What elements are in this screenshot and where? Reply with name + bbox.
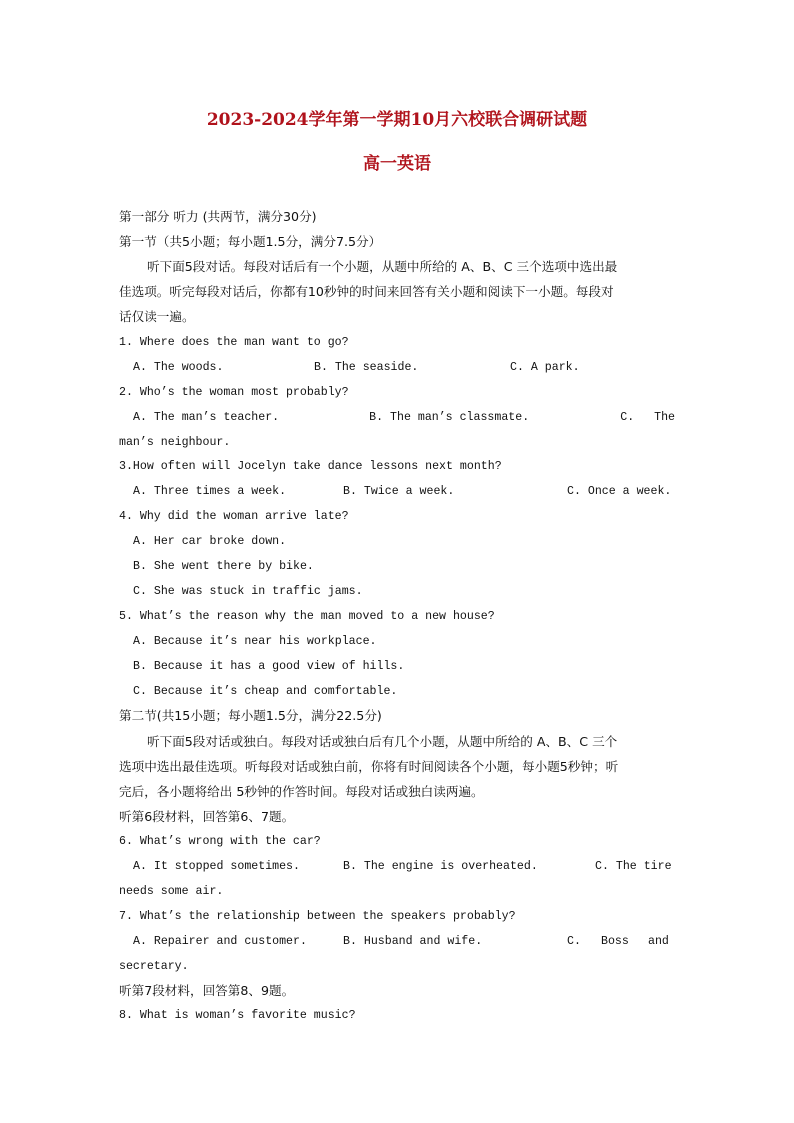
section1-intro-line2: 佳选项。听完每段对话后，你都有10秒钟的时间来回答有关小题和阅读下一小题。每段对 (119, 284, 614, 299)
option-c-label: C. (567, 935, 581, 948)
option-c: C. A park. (510, 361, 580, 374)
section2-intro-line2: 选项中选出最佳选项。听每段对话或独白前，你将有时间阅读各个小题，每小题5秒钟；听 (119, 759, 619, 774)
question-6-stem: 6. What’s wrong with the car? (119, 835, 321, 848)
option-a: A. It stopped sometimes. (133, 860, 300, 873)
option-b: B. The seaside. (314, 361, 419, 374)
question-7-options (133, 934, 675, 950)
section2-intro-line3: 完后，各小题将给出 5秒钟的作答时间。每段对话或独白读两遍。 (119, 784, 484, 799)
option-b: B. The man’s classmate. (369, 411, 530, 424)
section2-intro-line1: 听下面5段对话或独白。每段对话或独白后有几个小题，从题中所给的 A、B、C 三个 (147, 734, 618, 749)
option-c: C. The tire (595, 860, 672, 873)
question-3-stem: 3.How often will Jocelyn take dance lessons next month? (119, 460, 502, 473)
material-6-instruction: 听第6段材料，回答第6、7题。 (119, 809, 295, 824)
exam-subtitle: 高一英语 (363, 154, 431, 174)
question-3-options (133, 484, 675, 500)
question-1-options (133, 360, 675, 376)
question-8-stem: 8. What is woman’s favorite music? (119, 1009, 356, 1022)
section2-heading: 第二节(共15小题；每小题1.5分，满分22.5分) (119, 708, 382, 723)
section1-intro-line1: 听下面5段对话。每段对话后有一个小题，从题中所给的 A、B、C 三个选项中选出最 (147, 259, 618, 274)
question-2-option-c-continuation: man’s neighbour. (119, 436, 231, 449)
question-2-options (133, 410, 675, 426)
option-a: A. The woods. (133, 361, 224, 374)
question-2-stem: 2. Who’s the woman most probably? (119, 386, 349, 399)
option-c-text: The (654, 411, 675, 424)
option-b: B. The engine is overheated. (343, 860, 538, 873)
section1-intro-line3: 话仅读一遍。 (119, 309, 195, 324)
exam-title: 2023-2024学年第一学期10月六校联合调研试题 (206, 110, 588, 130)
question-4-option-b: B. She went there by bike. (133, 560, 314, 573)
part1-heading: 第一部分 听力 (共两节，满分30分) (119, 209, 317, 224)
question-5-option-c: C. Because it’s cheap and comfortable. (133, 685, 398, 698)
question-5-option-b: B. Because it has a good view of hills. (133, 660, 405, 673)
option-c-word-2: and (648, 935, 669, 948)
question-1-stem: 1. Where does the man want to go? (119, 336, 349, 349)
question-4-option-a: A. Her car broke down. (133, 535, 287, 548)
question-4-option-c: C. She was stuck in traffic jams. (133, 585, 363, 598)
option-a: A. Three times a week. (133, 485, 287, 498)
option-a: A. The man’s teacher. (133, 411, 280, 424)
section1-heading: 第一节（共5小题；每小题1.5分，满分7.5分） (119, 234, 382, 249)
question-7-stem: 7. What’s the relationship between the speakers probably? (119, 910, 516, 923)
option-b: B. Twice a week. (343, 485, 455, 498)
question-6-options (133, 859, 675, 875)
question-5-option-a: A. Because it’s near his workplace. (133, 635, 377, 648)
question-5-stem: 5. What’s the reason why the man moved to a new house? (119, 610, 495, 623)
material-7-instruction: 听第7段材料，回答第8、9题。 (119, 983, 295, 998)
option-b: B. Husband and wife. (343, 935, 483, 948)
option-c-label: C. (620, 411, 635, 424)
question-4-stem: 4. Why did the woman arrive late? (119, 510, 349, 523)
question-7-option-c-continuation: secretary. (119, 960, 189, 973)
question-6-option-c-continuation: needs some air. (119, 885, 224, 898)
option-c: C. Once a week. (567, 485, 672, 498)
option-c-word-1: Boss (601, 935, 629, 948)
option-a: A. Repairer and customer. (133, 935, 307, 948)
